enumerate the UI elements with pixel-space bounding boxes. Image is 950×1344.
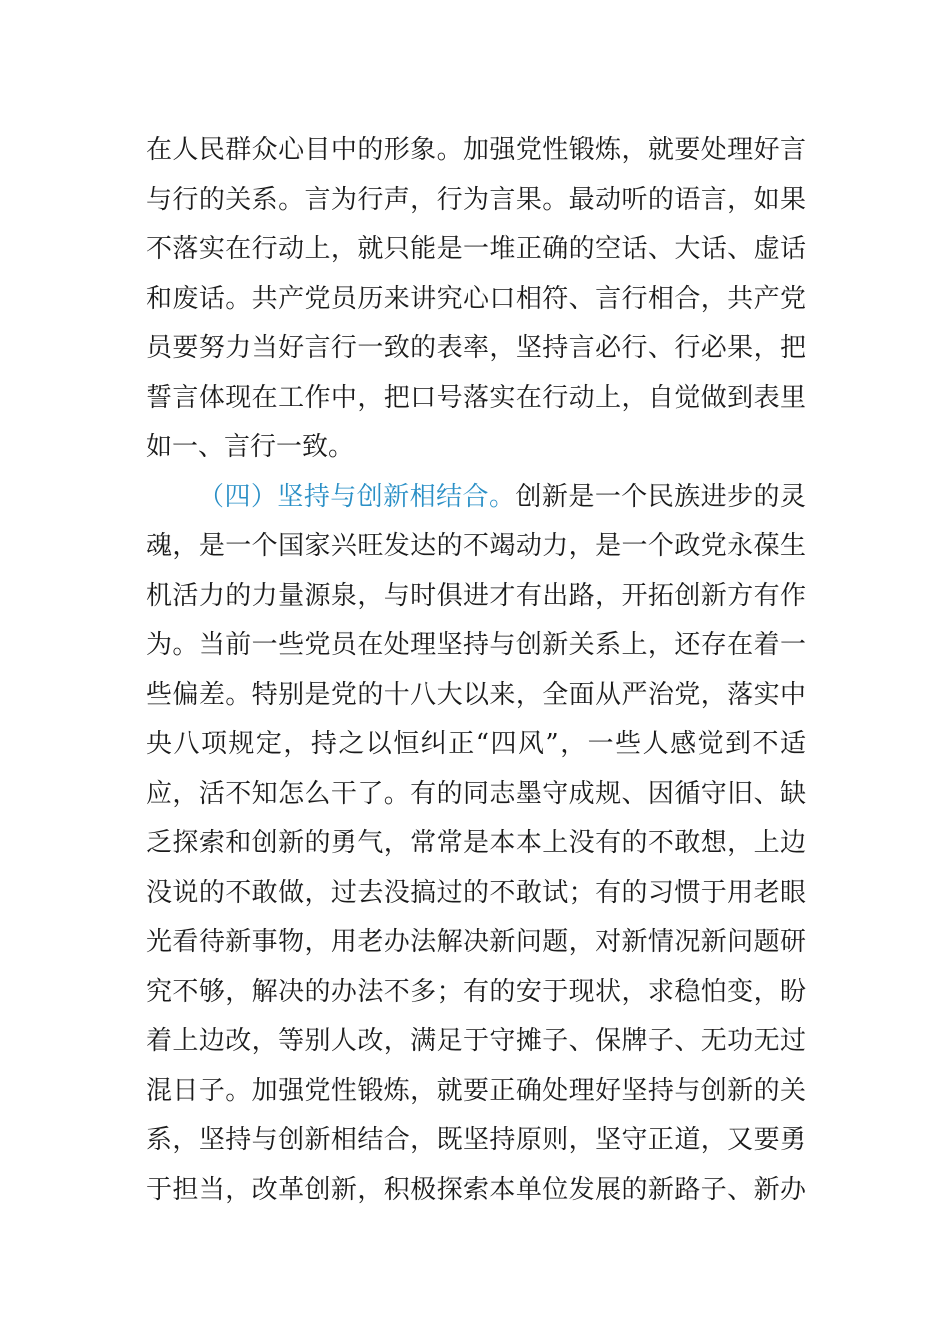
text-line: 乏探索和创新的勇气，常常是本本上没有的不敢想，上边 bbox=[146, 828, 806, 858]
text-line: 究不够，解决的办法不多；有的安于现状，求稳怕变，盼 bbox=[146, 976, 806, 1007]
paragraph-2 bbox=[146, 473, 806, 1216]
text-line: 混日子。加强党性锻炼，就要正确处理好坚持与创新的关 bbox=[146, 1075, 806, 1106]
text-line: 员要努力当好言行一致的表率，坚持言必行、行必果，把 bbox=[146, 333, 806, 363]
text-line: 魂，是一个国家兴旺发达的不竭动力，是一个政党永葆生 bbox=[146, 531, 806, 561]
text-line: 不落实在行动上，就只能是一堆正确的空话、大话、虚话 bbox=[146, 234, 806, 264]
text-line: 如一、言行一致。 bbox=[146, 432, 355, 462]
document-page bbox=[146, 126, 806, 1215]
text-line: 为。当前一些党员在处理坚持与创新关系上，还存在着一 bbox=[146, 630, 806, 660]
text-line: 与行的关系。言为行声，行为言果。最动听的语言，如果 bbox=[146, 184, 806, 215]
paragraph-1 bbox=[146, 126, 806, 473]
text-line: 于担当，改革创新，积极探索本单位发展的新路子、新办 bbox=[146, 1174, 806, 1205]
text-span: 创新是一个民族进步的灵 bbox=[515, 481, 806, 512]
text-line: 在人民群众心目中的形象。加强党性锻炼，就要处理好言 bbox=[146, 135, 806, 165]
text-line: 机活力的力量源泉，与时俱进才有出路，开拓创新方有作 bbox=[146, 580, 806, 611]
section-heading: （四）坚持与创新相结合。 bbox=[198, 481, 516, 512]
text-line: 没说的不敢做，过去没搞过的不敢试；有的习惯于用老眼 bbox=[146, 877, 806, 908]
text-line: 些偏差。特别是党的十八大以来，全面从严治党，落实中 bbox=[146, 679, 806, 710]
text-line: 光看待新事物，用老办法解决新问题，对新情况新问题研 bbox=[146, 927, 806, 957]
text-line: 系，坚持与创新相结合，既坚持原则，坚守正道，又要勇 bbox=[146, 1125, 806, 1155]
text-line: 应，活不知怎么干了。有的同志墨守成规、因循守旧、缺 bbox=[146, 778, 806, 809]
text-line: 央八项规定，持之以恒纠正“四风”，一些人感觉到不适 bbox=[146, 729, 806, 759]
text-line-first bbox=[146, 473, 806, 523]
text-line: 誓言体现在工作中，把口号落实在行动上，自觉做到表里 bbox=[146, 382, 806, 413]
text-line: 和废话。共产党员历来讲究心口相符、言行相合，共产党 bbox=[146, 283, 806, 314]
text-line: 着上边改，等别人改，满足于守摊子、保牌子、无功无过 bbox=[146, 1026, 806, 1056]
